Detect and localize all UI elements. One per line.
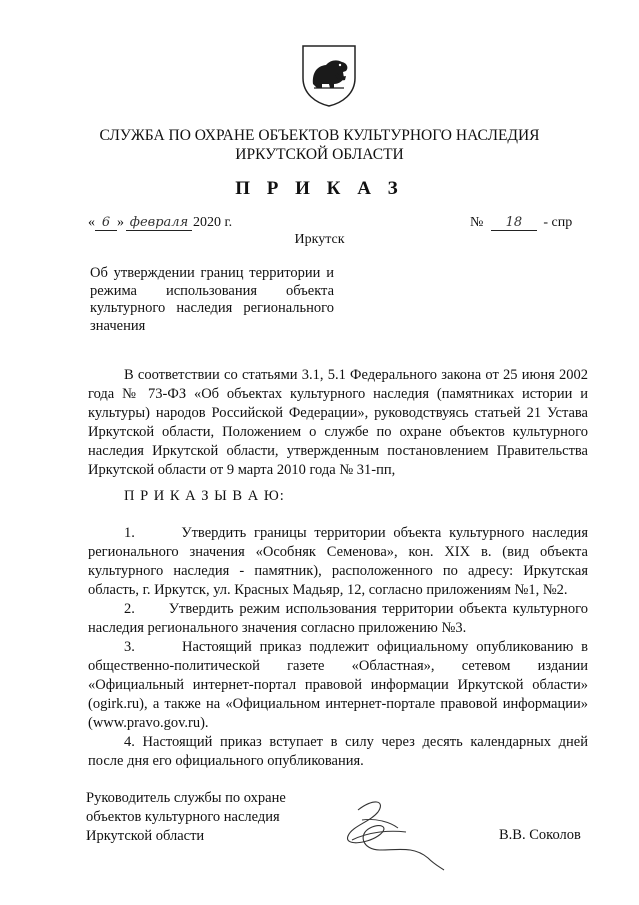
- order-number: [470, 215, 572, 231]
- item-4: 4. Настоящий приказ вступает в силу через десять календарных дней после дня его официального опубликования.: [88, 734, 588, 769]
- org-name-line2: ИРКУТСКОЙ ОБЛАСТИ: [235, 146, 404, 163]
- item-3: 3. Настоящий приказ подлежит официальному опубликованию в общественно-политической газете «Областная», сетевом издании «Официальный интернет-портал правовой информации Иркутской области» (ogirk.ru), а также на «Официальном интернет-портале правовой информации» (www.pravo.gov.ru).: [88, 639, 588, 731]
- quote-open: «: [88, 215, 95, 230]
- quote-close: »: [117, 215, 124, 230]
- position-line1: Руководитель службы по охране: [86, 790, 286, 806]
- org-name-line1: СЛУЖБА ПО ОХРАНЕ ОБЪЕКТОВ КУЛЬТУРНОГО НАСЛЕДИЯ: [99, 127, 540, 144]
- coat-of-arms-emblem: [300, 44, 358, 108]
- date-line: [88, 215, 232, 231]
- number-value: 18: [491, 215, 537, 231]
- subject: Об утверждении границ территории и режима использования объекта культурного наследия регионального значения: [90, 265, 334, 334]
- preamble: [88, 366, 588, 480]
- city: Иркутск: [294, 232, 345, 247]
- position-line3: Иркутской области: [86, 828, 205, 844]
- signatory-name: В.В. Соколов: [499, 827, 581, 843]
- date-month: февраля: [126, 215, 192, 231]
- signature-position: [86, 789, 286, 846]
- order-items: [88, 524, 588, 771]
- position-line2: объектов культурного наследия: [86, 809, 280, 825]
- number-suffix: - спр: [543, 215, 573, 230]
- handwritten-signature: [318, 792, 448, 872]
- order-word: П Р И К А З Ы В А Ю:: [124, 488, 285, 504]
- preamble-text: В соответствии со статьями 3.1, 5.1 Федерального закона от 25 июня 2002 года № 73-ФЗ «Об объектах культурного наследия (памятниках истории и культуры) народов Российской Федерации», руководствуясь статьей 21 Устава Иркутской области, Положением о службе по охране объектов культурного наследия Иркутской области, утвержденным постановлением Правительства Иркутской области от 9 марта 2010 года № 31-пп,: [88, 367, 588, 478]
- document-title: П Р И К А З: [235, 178, 404, 199]
- item-2: 2. Утвердить режим использования территории объекта культурного наследия регионального значения согласно приложению №3.: [88, 601, 588, 636]
- date-day: 6: [95, 215, 117, 231]
- number-label: №: [470, 215, 484, 230]
- item-1: 1. Утвердить границы территории объекта культурного наследия регионального значения «Особняк Семенова», кон. XIX в. (вид объекта культурного наследия - памятник), расположенного по адресу: Иркутская область, г. Иркутск, ул. Красных Мадьяр, 12, согласно приложениям №1, №2.: [88, 525, 588, 598]
- date-year: 2020 г.: [193, 215, 233, 230]
